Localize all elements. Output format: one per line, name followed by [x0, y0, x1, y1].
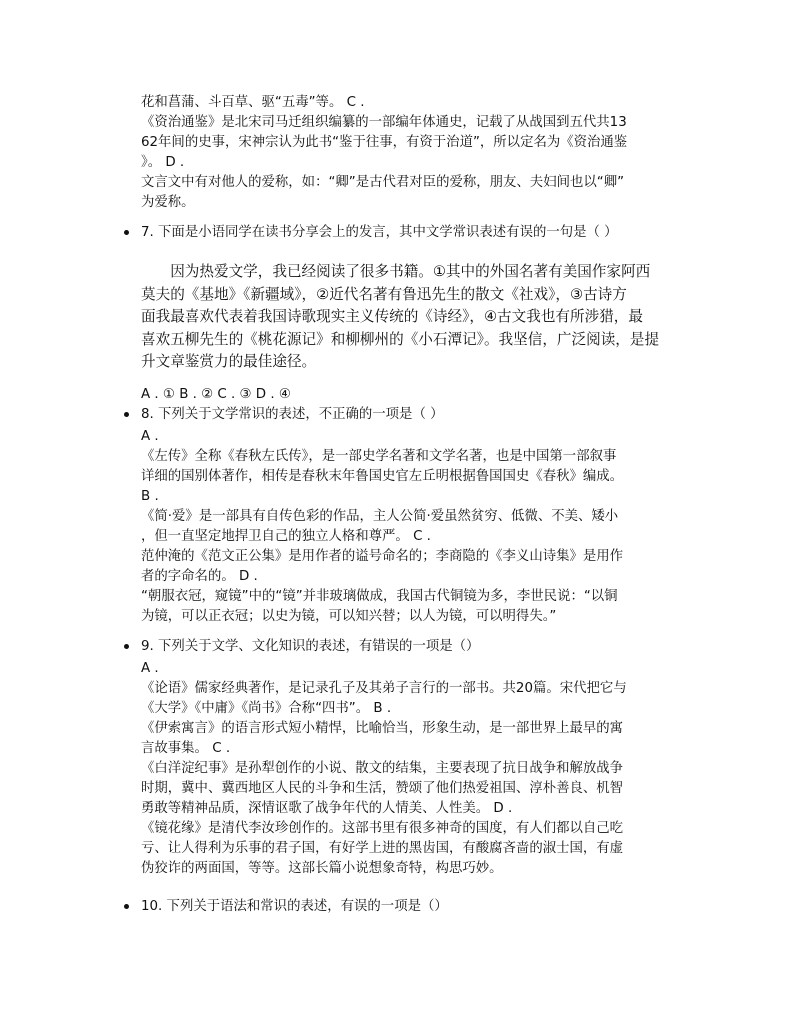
bullet-icon [124, 412, 129, 417]
text-line: 为爱称。 [141, 195, 195, 210]
passage-line: 因为热爱文学，我已经阅读了很多书籍。①其中的外国名著有美国作家阿西 [141, 263, 651, 280]
text-line: 文言文中有对他人的爱称，如：“卿”是古代君对臣的爱称，朋友、夫妇间也以“卿” [141, 175, 625, 190]
text-line: 者的字命名的。 D . [141, 569, 258, 584]
passage-line: 升文章鉴赏力的最佳途径。 [141, 353, 317, 370]
passage-line: 面我最喜欢代表着我国诗歌现实主义传统的《诗经》，④古文我也有所涉猎，最 [141, 308, 643, 325]
text-line: 时期，冀中、冀西地区人民的斗争和生活，赞颂了他们热爱祖国、淳朴善良、机智 [141, 781, 624, 796]
text-line: 《简·爱》是一部具有自传色彩的作品，主人公简·爱虽然贫穷、低微、不美、矮小 [141, 509, 619, 524]
text-line: “朝服衣冠，窥镜”中的“镜”并非玻璃做成，我国古代铜镜为多，李世民说：“以铜 [141, 589, 618, 604]
bullet-icon [124, 230, 129, 235]
passage-line: 喜欢五柳先生的《桃花源记》和柳柳州的《小石潭记》。我坚信，广泛阅读，是提 [141, 330, 660, 348]
text-line: 亏、让人得利为乐事的君子国，有好学上进的黑齿国，有酸腐吝啬的淑士国，有虚 [141, 841, 624, 856]
document-page: 花和菖蒲、斗百草、驱“五毒”等。 C . 《资治通鉴》是北宋司马迁组织编纂的一部编年体通史，记载了从战国到五代共13 62年间的史事，宋神宗认为此书“鉴于往事，有资于治道”，所以定名为《资治通鉴 》。 D . 文言文中有对他人的爱称，如：“卿”是古代君对臣的爱称，朋友、夫妇间也以“卿” 为爱称。 7. 下面是小语同学在读书分享会上的发言，其中文学常识表述有误的一句是（ ） 因为热爱文学，我已经阅读了很多书籍。①其中的外国名著有美国作家阿西 莫夫的《基地》《新疆域》，②近代名著有鲁迅先生的散文《社戏》，③古诗方 面我最喜欢代表着我国诗歌现实主义传统的《诗经》，④古文我也有所涉猎，最 喜欢五柳先生的《桃花源记》和柳柳州的《小石潭记》。我坚信，广泛阅读，是提 升文章鉴赏力的最佳途径。 A . ① B . ② C . ③ D . ④ 8. 下列关于文学常识的表述，不正确的一项是（ ） A . 《左传》全称《春秋左氏传》，是一部史学名著和文学名著，也是中国第一部叙事 详细的国别体著作，相传是春秋末年鲁国史官左丘明根据鲁国国史《春秋》编成。 B . 《简·爱》是一部具有自传色彩的作品，主人公简·爱虽然贫穷、低微、不美、矮小 ，但一直坚定地捍卫自己的独立人格和尊严。 C . 范仲淹的《范文正公集》是用作者的谥号命名的；李商隐的《李义山诗集》是用作 者的字命名的。 D . “朝服衣冠，窥镜”中的“镜”并非玻璃做成，我国古代铜镜为多，李世民说：“以铜 为镜，可以正衣冠；以史为镜，可以知兴替；以人为镜，可以明得失。” 9. 下列关于文学、文化知识的表述，有错误的一项是（） A . 《论语》儒家经典著作，是记录孔子及其弟子言行的一部书。共20篇。宋代把它与 《大学》《中庸》《尚书》合称“四书”。 B . 《伊索寓言》的语言形式短小精悍，比喻恰当，形象生动，是一部世界上最早的寓 言故事集。 C . 《白洋淀纪事》是孙犁创作的小说、散文的结集，主要表现了抗日战争和解放战争 时期，冀中、冀西地区人民的斗争和生活，赞颂了他们热爱祖国、淳朴善良、机智 勇敢等精神品质，深情讴歌了战争年代的人情美、人性美。 D . 《镜花缘》是清代李汝珍创作的。这部书里有很多神奇的国度，有人们都以自己吃 亏、让人得利为乐事的君子国，有好学上进的黑齿国，有酸腐吝啬的淑士国，有虚 伪狡诈的两面国，等等。这部长篇小说想象奇特，构思巧妙。 10. 下列关于语法和常识的表述，有误的一项是（） [0, 0, 794, 1028]
bullet-icon [124, 644, 129, 649]
text-line: 花和菖蒲、斗百草、驱“五毒”等。 C . [141, 95, 365, 110]
text-line: 勇敢等精神品质，深情讴歌了战争年代的人情美、人性美。 D . [141, 801, 513, 816]
text-line: A . [141, 661, 159, 676]
text-line: 62年间的史事，宋神宗认为此书“鉴于往事，有资于治道”，所以定名为《资治通鉴 [141, 135, 628, 150]
text-line: 》。 D . [141, 155, 185, 170]
text-line: 言故事集。 C . [141, 741, 231, 756]
text-line: 《白洋淀纪事》是孙犁创作的小说、散文的结集，主要表现了抗日战争和解放战争 [141, 761, 624, 776]
text-line: ，但一直坚定地捍卫自己的独立人格和尊严。 C . [141, 529, 431, 544]
text-line: 《伊索寓言》的语言形式短小精悍，比喻恰当，形象生动，是一部世界上最早的寓 [141, 721, 624, 736]
text-line: 为镜，可以正衣冠；以史为镜，可以知兴替；以人为镜，可以明得失。” [141, 609, 557, 624]
text-line: 《左传》全称《春秋左氏传》，是一部史学名著和文学名著，也是中国第一部叙事 [141, 449, 617, 464]
text-line: 范仲淹的《范文正公集》是用作者的谥号命名的；李商隐的《李义山诗集》是用作 [141, 549, 624, 564]
text-line: B . [141, 489, 159, 504]
question-9-options [141, 659, 701, 879]
text-line: 《资治通鉴》是北宋司马迁组织编纂的一部编年体通史，记载了从战国到五代共13 [141, 115, 627, 130]
passage-line: 莫夫的《基地》《新疆域》，②近代名著有鲁迅先生的散文《社戏》，③古诗方 [141, 285, 627, 303]
text-line: A . [141, 429, 159, 444]
text-line: 《镜花缘》是清代李汝珍创作的。这部书里有很多神奇的国度，有人们都以自己吃 [141, 821, 624, 836]
question-7-passage [141, 261, 701, 374]
text-line: 伪狡诈的两面国，等等。这部长篇小说想象奇特，构思巧妙。 [141, 861, 503, 876]
text-line: 《论语》儒家经典著作，是记录孔子及其弟子言行的一部书。共20篇。宋代把它与 [141, 681, 627, 696]
previous-question-options [141, 93, 701, 213]
text-line: 《大学》《中庸》《尚书》合称“四书”。 B . [141, 701, 392, 716]
text-line: 详细的国别体著作，相传是春秋末年鲁国史官左丘明根据鲁国国史《春秋》编成。 [141, 469, 624, 484]
bullet-icon [124, 904, 129, 909]
question-7-choices: A . ① B . ② C . ③ D . ④ [141, 387, 291, 402]
question-8-options [141, 427, 701, 627]
